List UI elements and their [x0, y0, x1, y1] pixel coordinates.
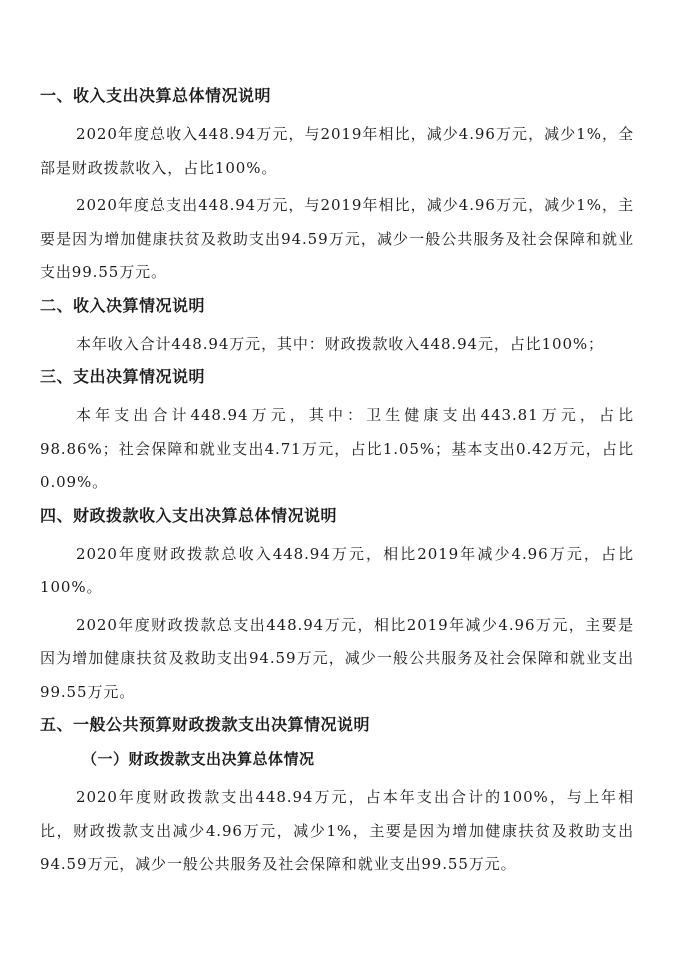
section-1-heading: 一、收入支出决算总体情况说明: [40, 86, 272, 105]
section-5-heading: 五、一般公共预算财政拨款支出决算情况说明: [40, 715, 371, 734]
section-2-heading: 二、收入决算情况说明: [40, 295, 206, 315]
section-5-paragraph-1: 2020年度财政拨款支出448.94万元，占本年支出合计的100%，与上年相比，财政拨款支出减少4.96万元，减少1%，主要是因为增加健康扶贫及救助支出94.59万元，减少一般公共服务及社会保障和就业支出99.55万元。: [40, 788, 634, 873]
section-4-paragraph-1: 2020年度财政拨款总收入448.94万元，相比2019年减少4.96万元，占比100%。: [40, 544, 634, 596]
section-1-paragraph-1: 2020年度总收入448.94万元，与2019年相比，减少4.96万元，减少1%，全部是财政拨款收入，占比100%。: [40, 125, 634, 177]
section-4-paragraph-2: 2020年度财政拨款总支出448.94万元，相比2019年减少4.96万元，主要是因为增加健康扶贫及救助支出94.59万元，减少一般公共服务及社会保障和就业支出99.55万元。: [40, 615, 634, 701]
section-1-paragraph-2: 2020年度总支出448.94万元，与2019年相比，减少4.96万元，减少1%，主要是因为增加健康扶贫及救助支出94.59万元，减少一般公共服务及社会保障和就业支出99.55万元。: [40, 196, 634, 281]
section-3-heading: 三、支出决算情况说明: [40, 367, 206, 386]
section-4-heading: 四、财政拨款收入支出决算总体情况说明: [40, 505, 338, 525]
section-5-subheading: （一）财政拨款支出决算总体情况: [82, 750, 315, 768]
section-2-paragraph-1: 本年收入合计448.94万元，其中：财政拨款收入448.94元，占比100%；: [76, 334, 604, 353]
section-3-paragraph-1: 本年支出合计448.94万元，其中：卫生健康支出443.81万元，占比98.86%；社会保障和就业支出4.71万元，占比1.05%；基本支出0.42万元，占比0.09%。: [40, 406, 634, 491]
